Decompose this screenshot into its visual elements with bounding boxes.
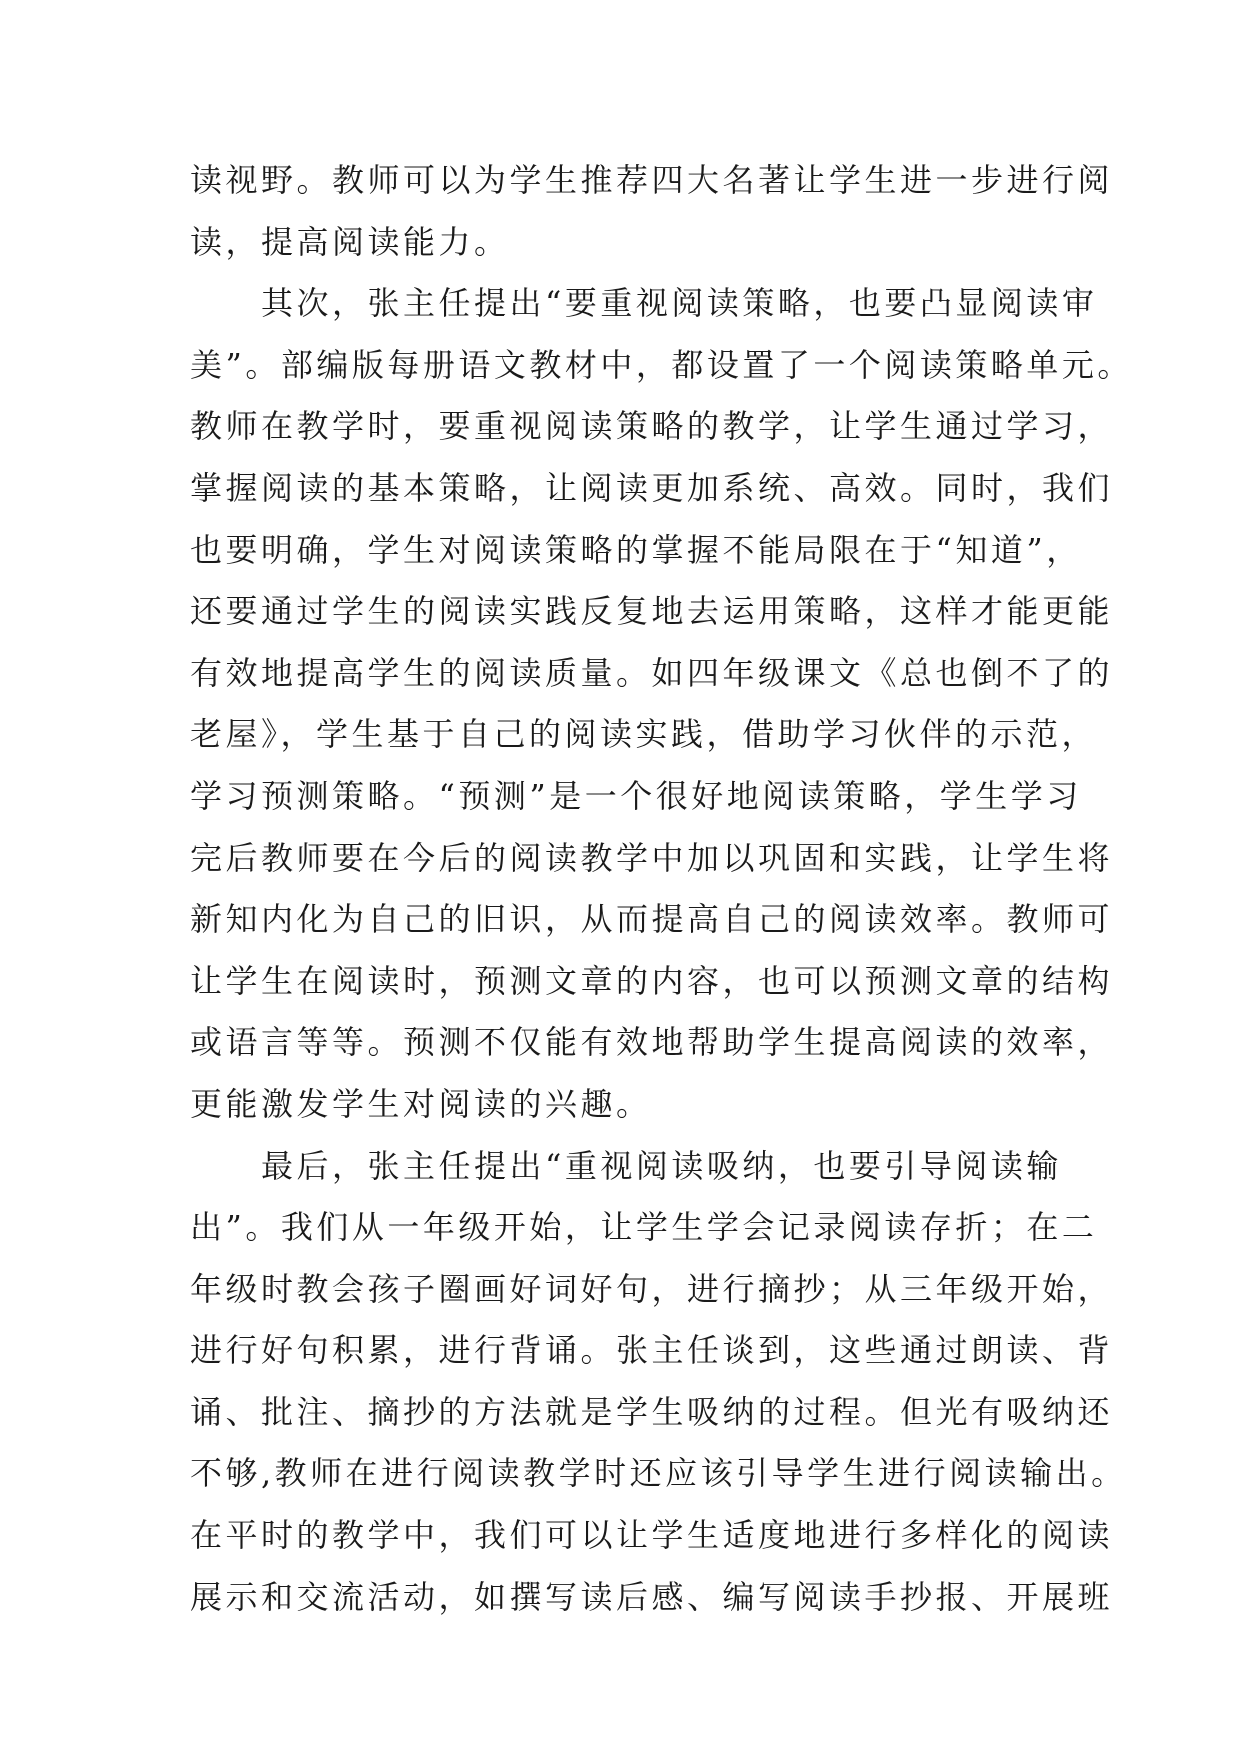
text-line: 在平时的教学中，我们可以让学生适度地进行多样化的阅读 (190, 1516, 1114, 1555)
text-line: 读，提高阅读能力。 (190, 222, 510, 261)
text-line: 展示和交流活动，如撰写读后感、编写阅读手抄报、开展班 (190, 1577, 1114, 1616)
text-line: 还要通过学生的阅读实践反复地去运用策略，这样才能更能 (190, 592, 1114, 631)
text-line: 出”。我们从一年级开始，让学生学会记录阅读存折；在二 (190, 1208, 1098, 1247)
text-line: 老屋》，学生基于自己的阅读实践，借助学习伙伴的示范， (190, 715, 1098, 754)
text-line: 其次，张主任提出“要重视阅读策略，也要凸显阅读审 (190, 284, 1098, 323)
text-line: 教师在教学时，要重视阅读策略的教学，让学生通过学习， (190, 407, 1114, 446)
text-line: 美”。部编版每册语文教材中，都设置了一个阅读策略单元。 (190, 345, 1133, 384)
text-line: 也要明确，学生对阅读策略的掌握不能局限在于“知道”， (190, 530, 1082, 569)
text-line: 完后教师要在今后的阅读教学中加以巩固和实践，让学生将 (190, 838, 1114, 877)
text-line: 读视野。教师可以为学生推荐四大名著让学生进一步进行阅 (190, 161, 1114, 199)
text-line: 学习预测策略。“预测”是一个很好地阅读策略，学生学习 (190, 776, 1082, 815)
text-line: 让学生在阅读时，预测文章的内容，也可以预测文章的结构 (190, 961, 1114, 1000)
body-text (190, 150, 1133, 1628)
text-line: 诵、批注、摘抄的方法就是学生吸纳的过程。但光有吸纳还 (190, 1392, 1114, 1431)
text-line: 不够,教师在进行阅读教学时还应该引导学生进行阅读输出。 (190, 1454, 1127, 1493)
text-line: 或语言等等。预测不仅能有效地帮助学生提高阅读的效率， (190, 1023, 1114, 1062)
text-line: 年级时教会孩子圈画好词好句，进行摘抄；从三年级开始， (190, 1269, 1114, 1308)
text-line: 掌握阅读的基本策略，让阅读更加系统、高效。同时，我们 (190, 468, 1114, 507)
text-line: 进行好句积累，进行背诵。张主任谈到，这些通过朗读、背 (190, 1331, 1114, 1370)
text-line: 更能激发学生对阅读的兴趣。 (190, 1084, 652, 1123)
text-line: 有效地提高学生的阅读质量。如四年级课文《总也倒不了的 (190, 653, 1114, 692)
text-line: 最后，张主任提出“重视阅读吸纳，也要引导阅读输 (190, 1146, 1062, 1185)
text-line: 新知内化为自己的旧识，从而提高自己的阅读效率。教师可 (190, 900, 1114, 939)
